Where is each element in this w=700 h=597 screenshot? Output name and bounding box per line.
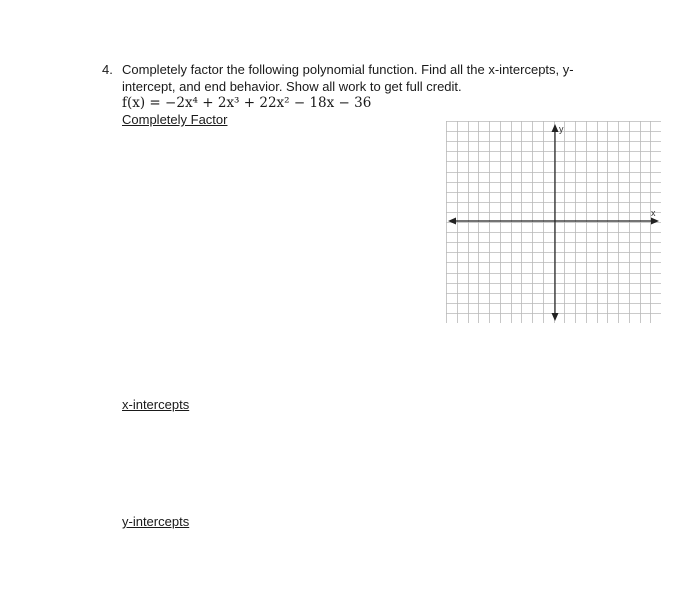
x-axis-right-arrow bbox=[651, 218, 659, 225]
question-text-line-1: Completely factor the following polynomial function. Find all the x-intercepts, y- bbox=[122, 62, 574, 77]
y-intercepts-label: y-intercepts bbox=[122, 514, 190, 529]
question-text-line-2: intercept, and end behavior. Show all work to get full credit. bbox=[122, 79, 462, 94]
x-axis-left-arrow bbox=[448, 218, 456, 225]
polynomial-formula: f(x) = −2x⁴ + 2x³ + 22x² − 18x − 36 bbox=[122, 95, 372, 111]
x-axis-label: x bbox=[651, 208, 656, 218]
question-number: 4. bbox=[102, 62, 113, 77]
grid-lines bbox=[446, 121, 661, 323]
coordinate-grid-svg bbox=[446, 121, 661, 323]
completely-factor-label: Completely Factor bbox=[122, 112, 228, 127]
coordinate-grid bbox=[446, 121, 661, 323]
y-axis-label: y bbox=[559, 124, 564, 134]
x-intercepts-label: x-intercepts bbox=[122, 397, 190, 412]
y-axis-up-arrow bbox=[552, 124, 559, 132]
y-axis-down-arrow bbox=[552, 313, 559, 321]
